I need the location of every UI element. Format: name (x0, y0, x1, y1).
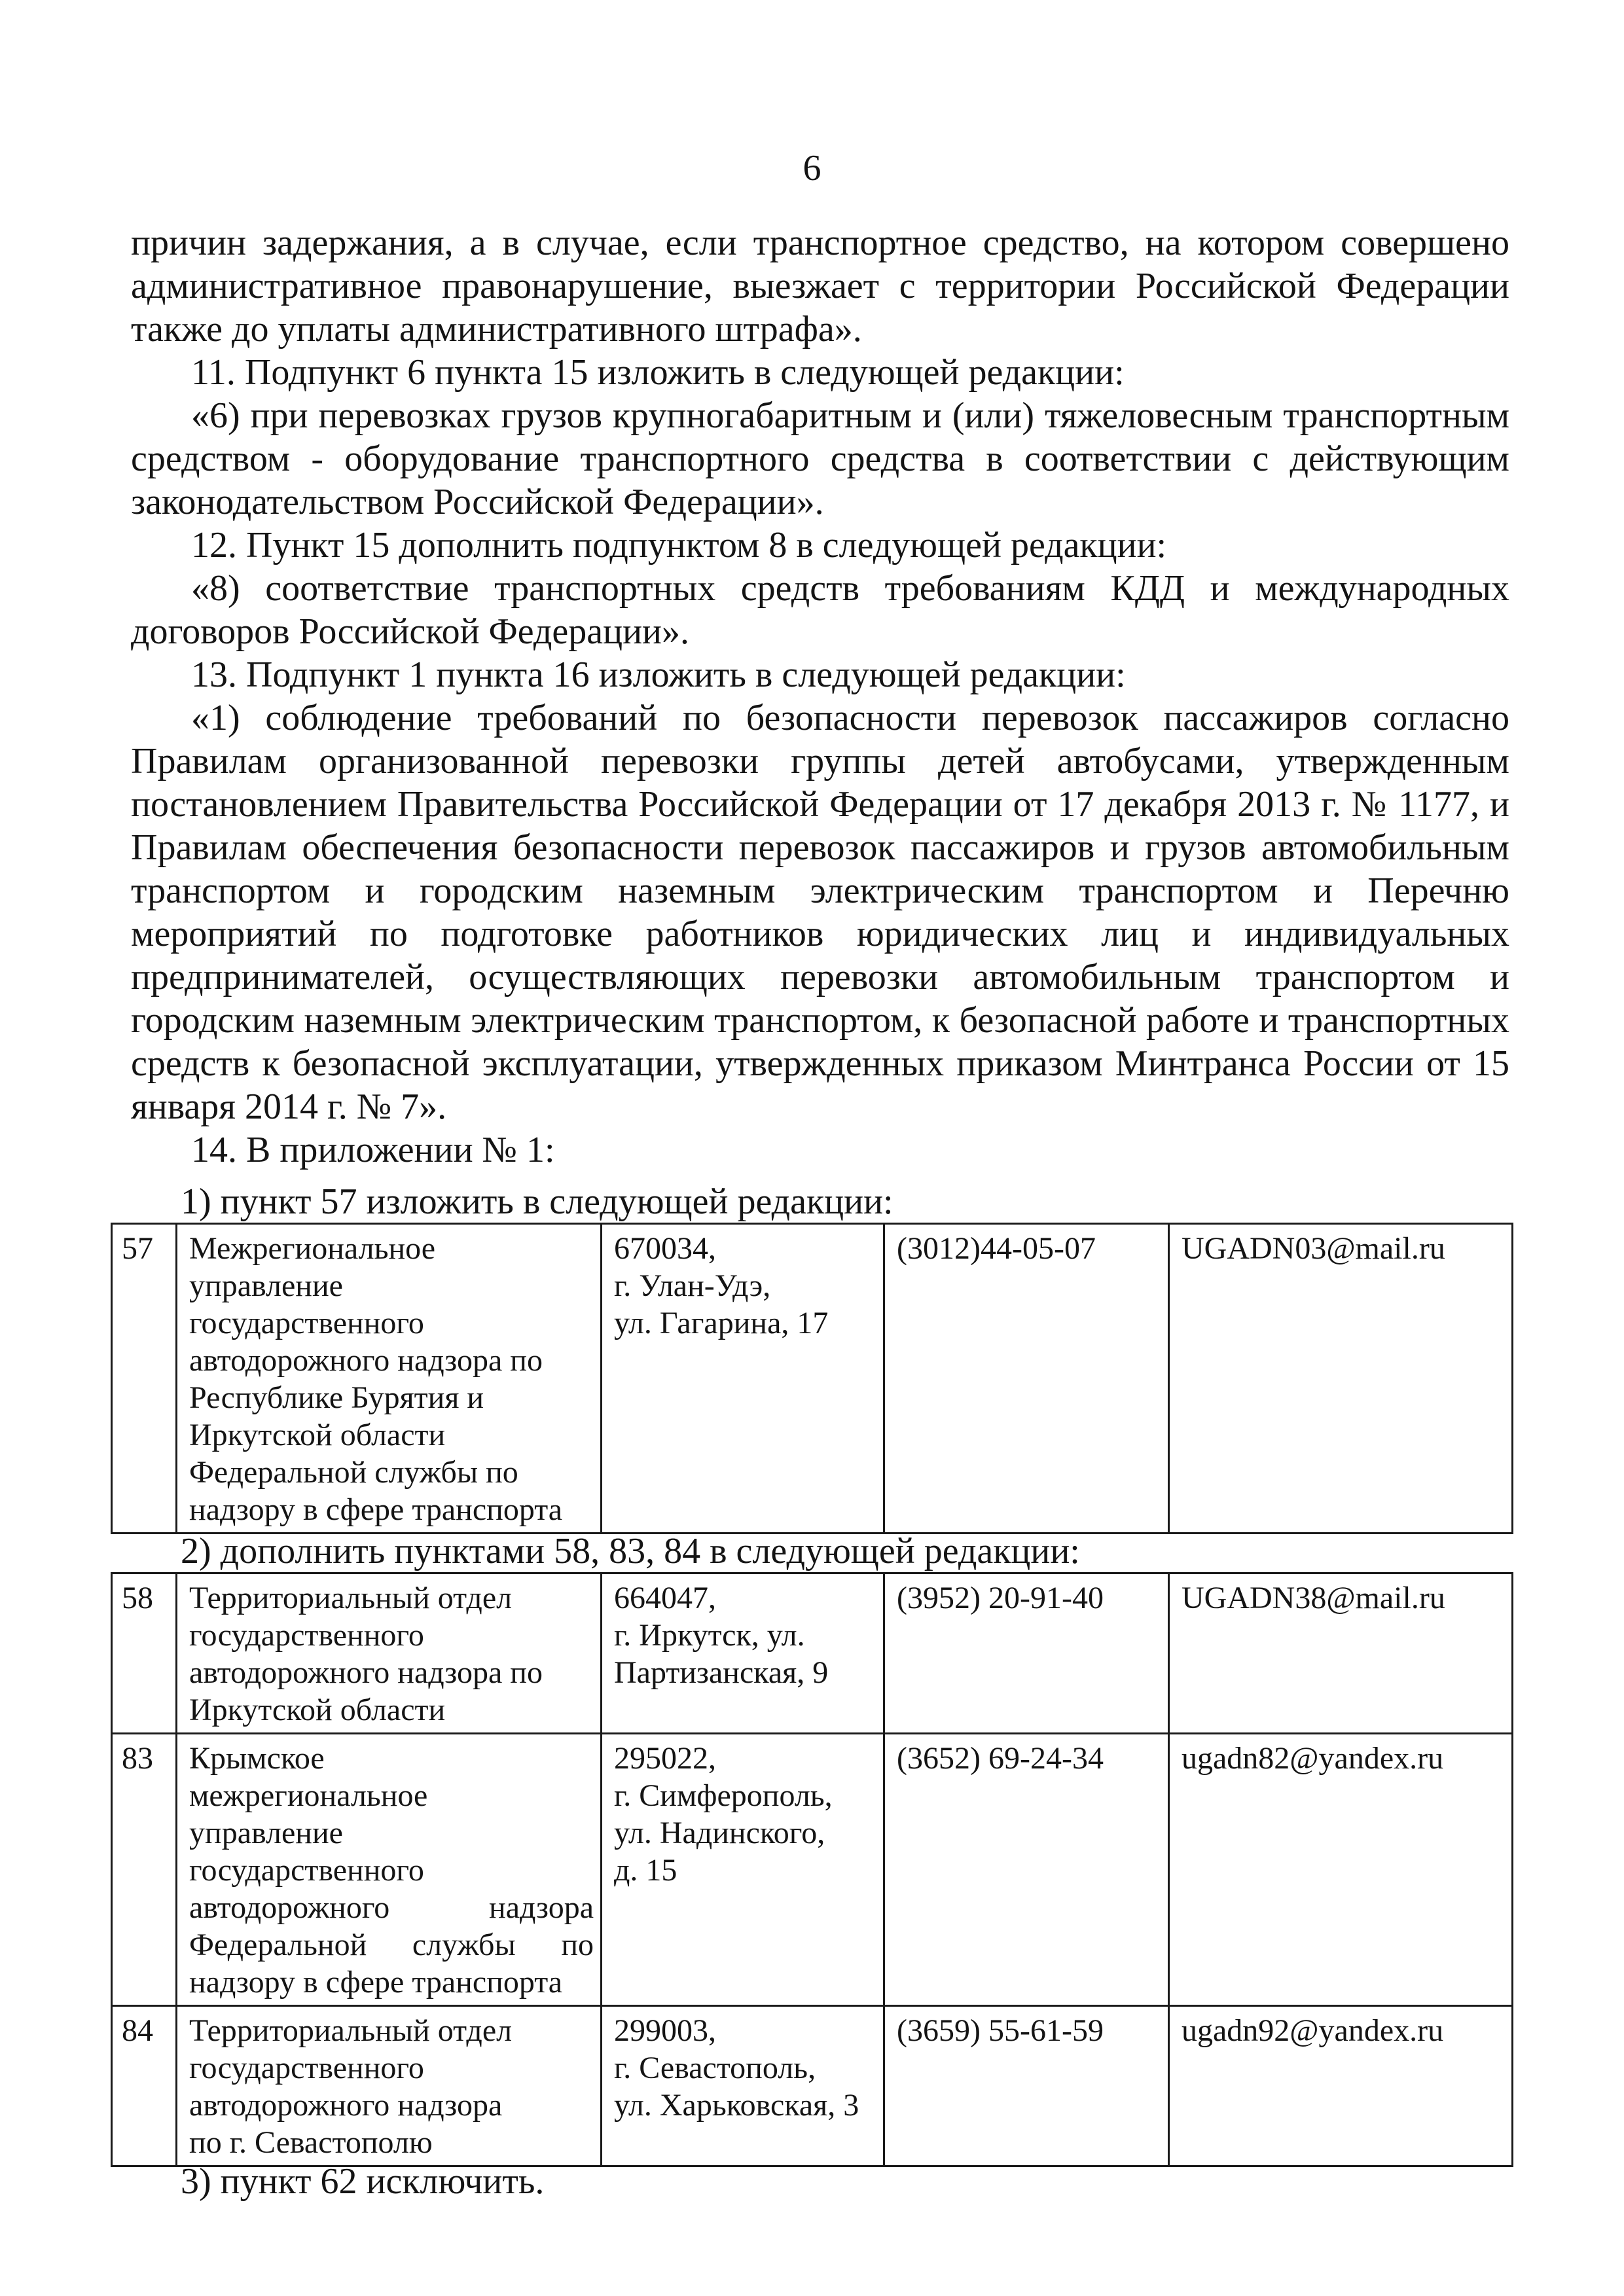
address-line: 299003, (614, 2013, 716, 2048)
name-line: Территориальный отдел (189, 2013, 513, 2048)
email: ugadn92@yandex.ru (1169, 2006, 1513, 2166)
name-line: Республике Бурятия и (189, 1380, 484, 1415)
address-line: г. Севастополь, (614, 2051, 816, 2085)
address-line: ул. Надинского, (614, 1816, 825, 1850)
address-line: Партизанская, 9 (614, 1655, 829, 1690)
name-line: управление (189, 1268, 343, 1303)
organization-name (177, 2006, 602, 2166)
address (602, 1224, 884, 1534)
registry-table-2 (111, 1572, 1513, 2167)
name-line: автодорожного надзора по (189, 1655, 543, 1690)
name-line: государственного (189, 1618, 424, 1653)
name-line: надзору в сфере транспорта (189, 1492, 563, 1527)
paragraph-item-14: 14. В приложении № 1: (191, 1130, 555, 1170)
paragraph-item-11: 11. Подпункт 6 пункта 15 изложить в следующей редакции: (191, 352, 1125, 393)
subitem-1: 1) пункт 57 изложить в следующей редакции: (181, 1181, 893, 1222)
email: UGADN38@mail.ru (1169, 1573, 1513, 1734)
paragraph-quote-8: «8) соответствие транспортных средств требованиям КДД и международных договоров Российской Федерации». (131, 568, 1509, 652)
name-line: управление (189, 1816, 343, 1850)
page-number: 6 (803, 148, 821, 188)
paragraph-quote-1: «1) соблюдение требований по безопасности перевозок пассажиров согласно Правилам организованной перевозки группы детей автобусами, утвержденным постановлением Правительства Российской Федерации от 17 декабря 2013 г. № 1177, и Правилам обеспечения безопасности перевозок пассажиров и грузов автомобильным транспортом и городским наземным электрическим транспортом и Перечню мероприятий по подготовке работников юридических лиц и индивидуальных предпринимателей, осуществляющих перевозки автомобильным транспортом и городским наземным электрическим транспортом, к безопасной работе и транспортных средств к безопасной эксплуатации, утвержденных приказом Минтранса России от 15 января 2014 г. № 7». (131, 698, 1509, 1127)
name-line: автодорожного надзора (189, 1890, 594, 1925)
paragraph-continuation: причин задержания, а в случае, если транспортное средство, на котором совершено административное правонарушение, выезжает с территории Российской Федерации также до уплаты административного штрафа». (131, 223, 1509, 350)
name-line: надзору в сфере транспорта (189, 1965, 563, 2000)
phone: (3659) 55-61-59 (884, 2006, 1169, 2166)
name-line: автодорожного надзора по (189, 1343, 543, 1378)
name-line: государственного (189, 1853, 424, 1888)
address-line: 295022, (614, 1741, 716, 1776)
email: ugadn82@yandex.ru (1169, 1734, 1513, 2006)
address-line: г. Иркутск, ул. (614, 1618, 805, 1653)
organization-name (177, 1224, 602, 1534)
row-number: 58 (112, 1573, 177, 1734)
body-text (131, 221, 1509, 1172)
address-line: 664047, (614, 1581, 716, 1615)
address-line: г. Симферополь, (614, 1778, 833, 1813)
name-line: межрегиональное (189, 1778, 428, 1813)
name-line: Иркутской области (189, 1693, 446, 1727)
subitem-3: 3) пункт 62 исключить. (181, 2161, 545, 2202)
address-line: д. 15 (614, 1853, 677, 1888)
address (602, 2006, 884, 2166)
name-line: Межрегиональное (189, 1231, 436, 1266)
name-line: Территориальный отдел (189, 1581, 513, 1615)
name-line: автодорожного надзора (189, 2088, 503, 2123)
organization-name (177, 1573, 602, 1734)
name-line: государственного (189, 1306, 424, 1340)
name-line: государственного (189, 2051, 424, 2085)
phone: (3012)44-05-07 (884, 1224, 1169, 1534)
registry-table-1 (111, 1223, 1513, 1534)
organization-name (177, 1734, 602, 2006)
name-line: Федеральной службы по (189, 1455, 518, 1490)
name-line: Иркутской области (189, 1418, 446, 1452)
address-line: ул. Гагарина, 17 (614, 1306, 829, 1340)
table-row (112, 1573, 1513, 1734)
address-line: 670034, (614, 1231, 716, 1266)
address (602, 1734, 884, 2006)
row-number: 84 (112, 2006, 177, 2166)
table-row (112, 2006, 1513, 2166)
phone: (3952) 20-91-40 (884, 1573, 1169, 1734)
email: UGADN03@mail.ru (1169, 1224, 1513, 1534)
table-row (112, 1224, 1513, 1534)
name-line: Федеральной службы по (189, 1928, 594, 1962)
address-line: г. Улан-Удэ, (614, 1268, 771, 1303)
phone: (3652) 69-24-34 (884, 1734, 1169, 2006)
paragraph-item-12: 12. Пункт 15 дополнить подпунктом 8 в следующей редакции: (191, 525, 1167, 565)
address-line: ул. Харьковская, 3 (614, 2088, 859, 2123)
row-number: 83 (112, 1734, 177, 2006)
address (602, 1573, 884, 1734)
table-row (112, 1734, 1513, 2006)
row-number: 57 (112, 1224, 177, 1534)
paragraph-item-13: 13. Подпункт 1 пункта 16 изложить в следующей редакции: (191, 655, 1126, 695)
name-line: по г. Севастополю (189, 2125, 433, 2160)
name-line: Крымское (189, 1741, 325, 1776)
paragraph-quote-6: «6) при перевозках грузов крупногабаритным и (или) тяжеловесным транспортным средством - оборудование транспортного средства в соответствии с действующим законодательством Российской Федерации». (131, 395, 1509, 522)
subitem-2: 2) дополнить пунктами 58, 83, 84 в следующей редакции: (181, 1531, 1080, 1571)
